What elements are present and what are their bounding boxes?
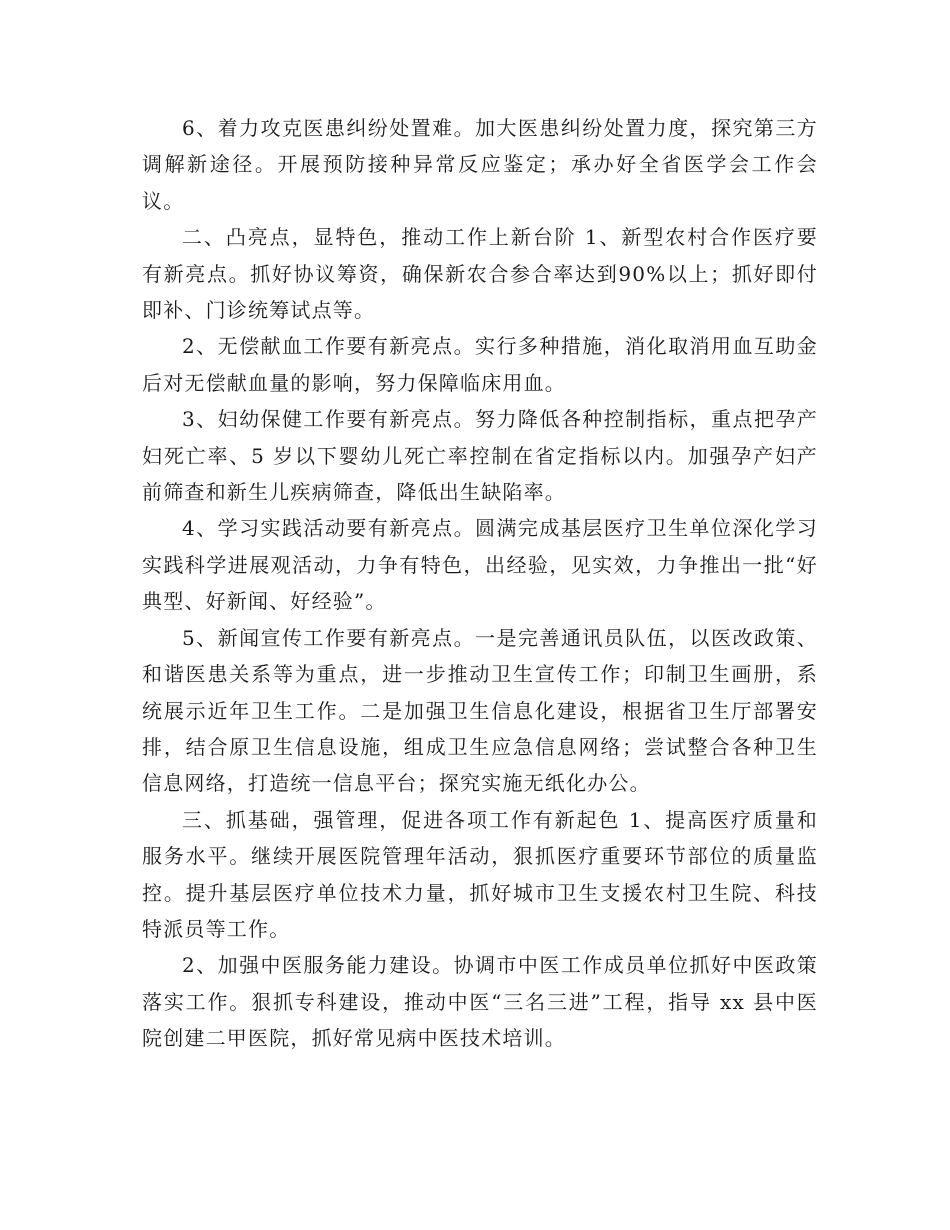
paragraph-item-5-publicity: 5、新闻宣传工作要有新亮点。一是完善通讯员队伍，以医改政策、和谐医患关系等为重点，进一步推动卫生宣传工作；印制卫生画册，系统展示近年卫生工作。二是加强卫生信息化建设，根据省卫生厅部署安排，结合原卫生信息设施，组成卫生应急信息网络；尝试整合各种卫生信息网络，打造统一信息平台；探究实施无纸化办公。 [142,625,818,796]
paragraph-item-2-tcm: 2、加强中医服务能力建设。协调市中医工作成员单位抓好中医政策落实工作。狠抓专科建设，推动中医“三名三进”工程，指导 xx 县中医院创建二甲医院，抓好常见病中医技术培训。 [142,953,818,1051]
document-body [142,110,818,1057]
paragraph-item-6-dispute: 6、着力攻克医患纠纷处置难。加大医患纠纷处置力度，探究第三方调解新途径。开展预防接种异常反应鉴定；承办好全省医学会工作会议。 [142,116,818,213]
paragraph-item-3-maternal-health: 3、妇幼保健工作要有新亮点。努力降低各种控制指标，重点把孕产妇死亡率、5 岁以下婴幼儿死亡率控制在省定指标以内。加强孕产妇产前筛查和新生儿疾病筛查，降低出生缺陷率。 [142,407,818,505]
paragraph-section-2-highlights: 二、凸亮点，显特色，推动工作上新台阶 1、新型农村合作医疗要有新亮点。抓好协议筹资，确保新农合参合率达到90%以上；抓好即付即补、门诊统筹试点等。 [142,225,818,323]
paragraph-item-4-study-practice: 4、学习实践活动要有新亮点。圆满完成基层医疗卫生单位深化学习实践科学进展观活动，力争有特色，出经验，见实效，力争推出一批“好典型、好新闻、好经验”。 [142,516,818,614]
paragraph-section-3-foundation: 三、抓基础，强管理，促进各项工作有新起色 1、提高医疗质量和服务水平。继续开展医院管理年活动，狠抓医疗重要环节部位的质量监控。提升基层医疗单位技术力量，抓好城市卫生支援农村卫生院、科技特派员等工作。 [142,807,818,941]
paragraph-item-2-blood-donation: 2、无偿献血工作要有新亮点。实行多种措施，消化取消用血互助金后对无偿献血量的影响，努力保障临床用血。 [142,334,818,395]
